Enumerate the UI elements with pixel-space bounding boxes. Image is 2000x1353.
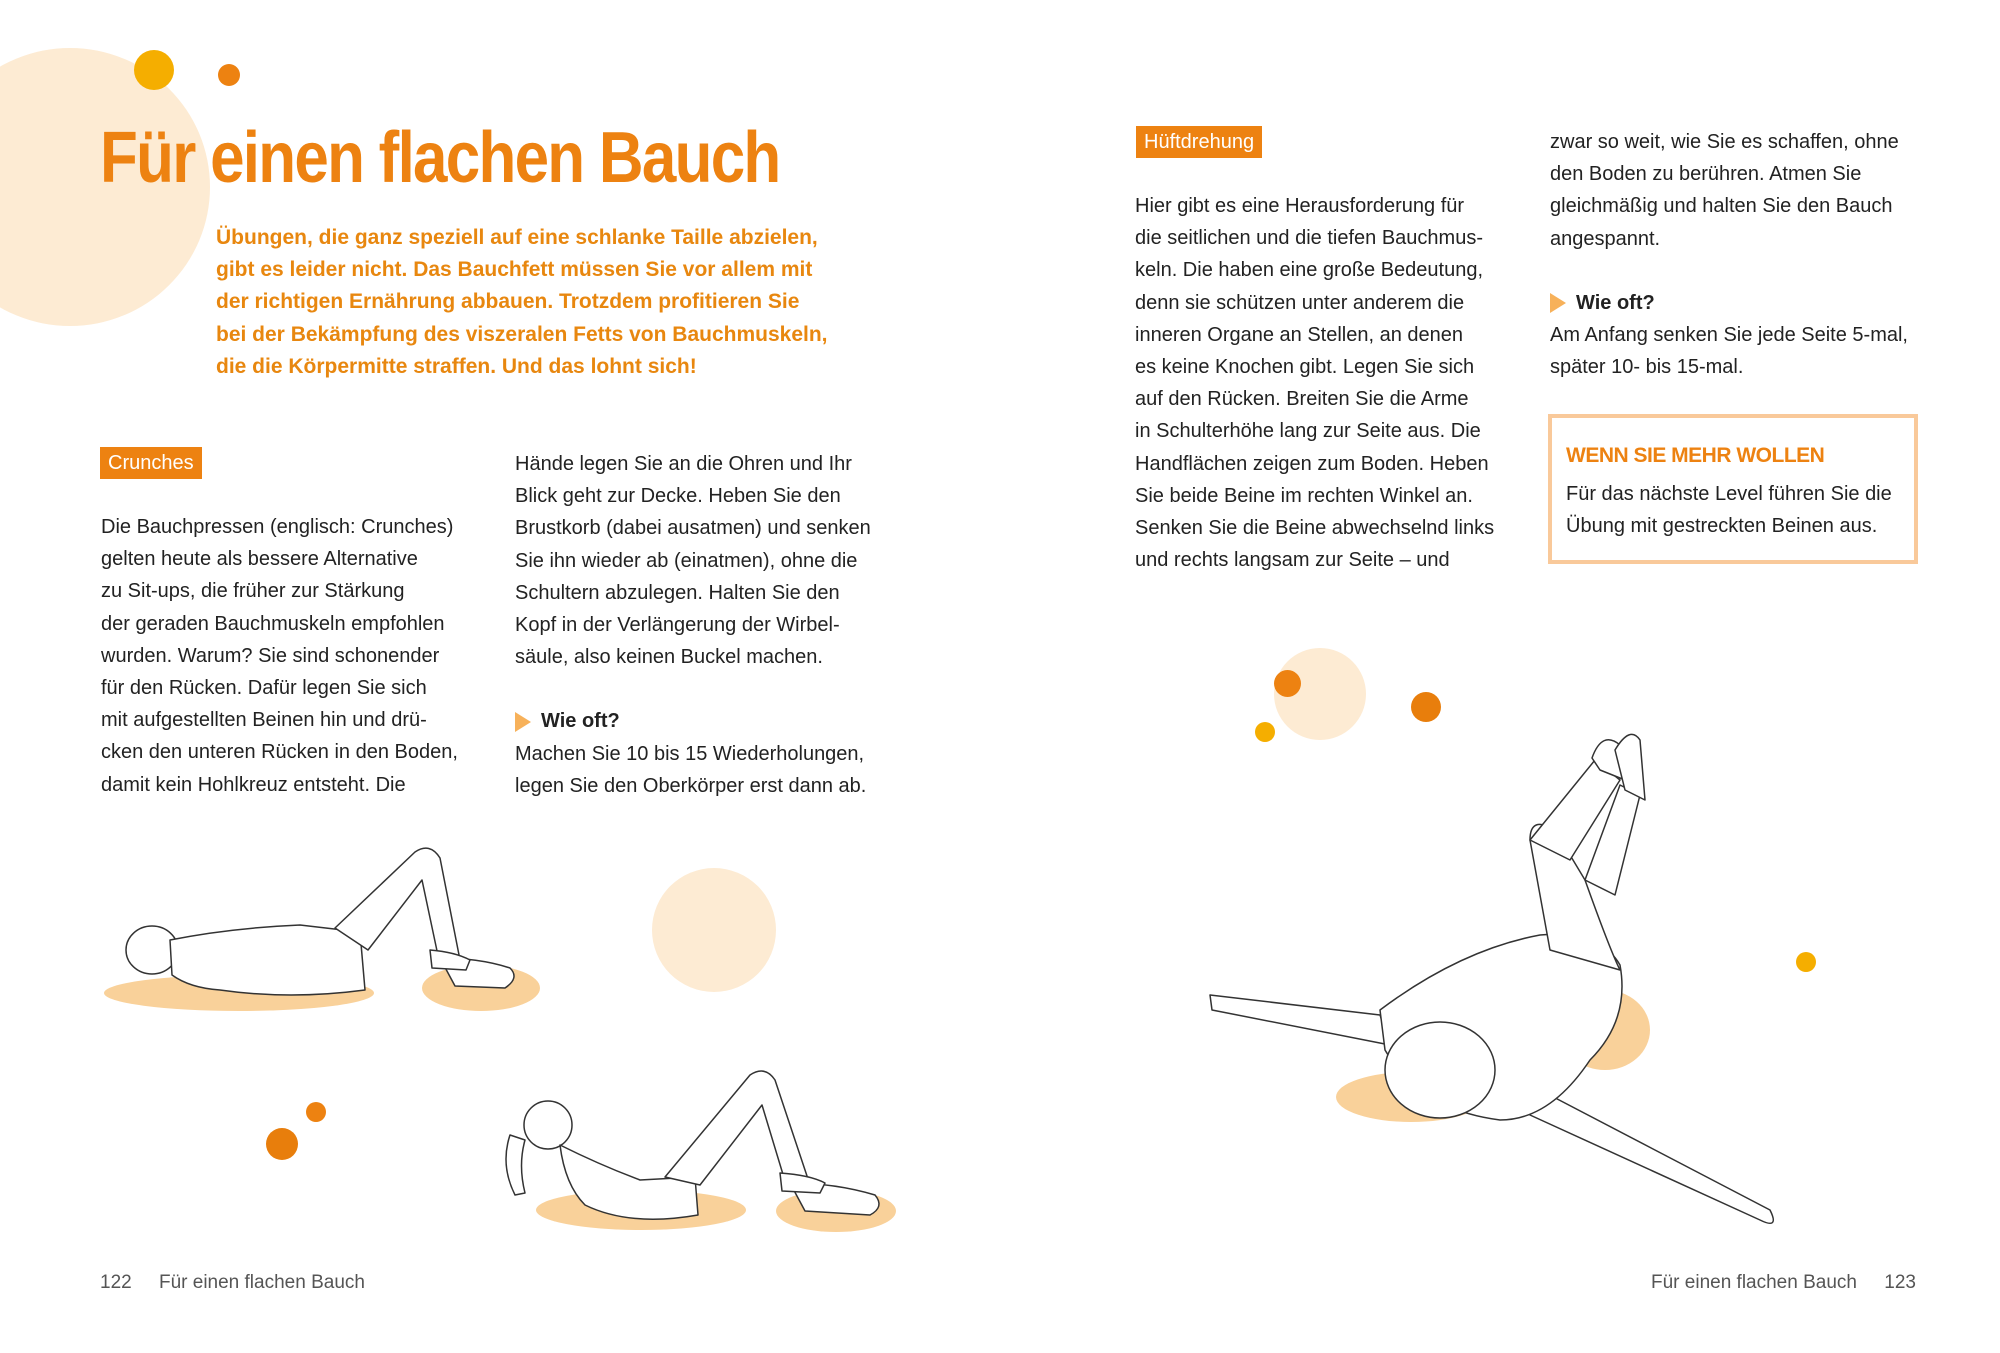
body-line: den Boden zu berühren. Atmen Sie (1550, 163, 1862, 186)
running-title: Für einen flachen Bauch (1651, 1272, 1857, 1293)
body-line: Handflächen zeigen zum Boden. Heben (1135, 452, 1489, 475)
body-line: Am Anfang senken Sie jede Seite 5-mal, (1550, 324, 1908, 347)
crunches-column-1 (101, 511, 458, 801)
footer-left (100, 1272, 365, 1294)
tip-box-title: WENN SIE MEHR WOLLEN (1566, 444, 1825, 467)
body-line: Blick geht zur Decke. Heben Sie den (515, 485, 841, 508)
body-line: Für das nächste Level führen Sie die (1566, 483, 1892, 505)
body-line: denn sie schützen unter anderem die (1135, 291, 1465, 314)
body-line: säule, also keinen Buckel machen. (515, 646, 823, 669)
body-line: Übung mit gestreckten Beinen aus. (1566, 515, 1878, 538)
section-tag-hueftdrehung: Hüftdrehung (1136, 126, 1262, 158)
body-line: angespannt. (1550, 227, 1661, 250)
body-line: cken den unteren Rücken in den Boden, (101, 741, 458, 764)
body-line: Sie ihn wieder ab (einatmen), ohne die (515, 549, 858, 572)
body-line: und rechts langsam zur Seite – und (1135, 549, 1450, 572)
body-line: gelten heute als bessere Alternative (101, 548, 418, 571)
body-line: auf den Rücken. Breiten Sie die Arme (1135, 388, 1469, 411)
spacer (1550, 255, 1908, 287)
body-line: später 10- bis 15-mal. (1550, 356, 1744, 379)
body-line: in Schulterhöhe lang zur Seite aus. Die (1135, 420, 1481, 443)
lead-line: Übungen, die ganz speziell auf eine schlanke Taille abzielen, (216, 226, 818, 249)
body-line: inneren Organe an Stellen, an denen (1135, 323, 1464, 346)
decor-dot (134, 50, 174, 90)
body-line: wurden. Warum? Sie sind schonender (101, 644, 440, 667)
decor-dot (306, 1102, 326, 1122)
body-line: zu Sit-ups, die früher zur Stärkung (101, 580, 405, 603)
footer-right (1651, 1272, 1916, 1294)
lead-line: bei der Bekämpfung des viszeralen Fetts von Bauchmuskeln, (216, 322, 828, 346)
lead-line: der richtigen Ernährung abbauen. Trotzdem profitieren Sie (216, 290, 800, 314)
body-line: gleichmäßig und halten Sie den Bauch (1550, 195, 1893, 218)
wie-oft-label: Wie oft? (1576, 291, 1655, 314)
hueftdrehung-column-1 (1135, 190, 1494, 576)
page-number: 122 (100, 1272, 132, 1293)
decor-dot (266, 1128, 298, 1160)
body-line: Sie beide Beine im rechten Winkel an. (1135, 484, 1473, 507)
crunch-up-figure (490, 1065, 910, 1230)
section-tag-crunches: Crunches (100, 447, 202, 479)
body-line: zwar so weit, wie Sie es schaffen, ohne (1550, 131, 1899, 153)
page-title: Für einen flachen Bauch (100, 118, 780, 198)
body-line: Die Bauchpressen (englisch: Crunches) (101, 516, 454, 538)
wie-oft-heading (1550, 287, 1908, 319)
body-line: Senken Sie die Beine abwechselnd links (1135, 517, 1495, 540)
page-number: 123 (1884, 1272, 1916, 1293)
lead-line: gibt es leider nicht. Das Bauchfett müssen Sie vor allem mit (216, 258, 813, 282)
tip-box-text (1566, 478, 1900, 542)
body-line: für den Rücken. Dafür legen Sie sich (101, 677, 427, 700)
hueftdrehung-column-2 (1550, 126, 1908, 383)
body-line: Schultern abzulegen. Halten Sie den (515, 581, 840, 604)
spacer (515, 673, 871, 705)
body-line: keln. Die haben eine große Bedeutung, (1135, 259, 1484, 282)
intro-lead (216, 222, 896, 383)
crunches-column-2 (515, 448, 871, 802)
decor-dot (1274, 670, 1301, 697)
wie-oft-label: Wie oft? (541, 710, 620, 733)
crunch-start-figure (110, 840, 550, 1010)
body-line: legen Sie den Oberkörper erst dann ab. (515, 774, 867, 797)
body-line: die seitlichen und die tiefen Bauchmus- (1135, 227, 1483, 250)
body-line: damit kein Hohlkreuz entsteht. Die (101, 773, 406, 796)
decor-dot (218, 64, 240, 86)
body-line: der geraden Bauchmuskeln empfohlen (101, 612, 445, 635)
triangle-bullet-icon (515, 712, 531, 732)
body-line: Hände legen Sie an die Ohren und Ihr (515, 453, 852, 475)
wie-oft-heading (515, 705, 871, 737)
body-line: Brustkorb (dabei ausatmen) und senken (515, 517, 871, 540)
decor-dot (1411, 692, 1441, 722)
running-title: Für einen flachen Bauch (158, 1272, 365, 1293)
body-line: Kopf in der Verlängerung der Wirbel- (515, 614, 840, 637)
decor-circle (652, 868, 776, 992)
hip-rotation-figure (1200, 720, 1840, 1240)
body-line: Hier gibt es eine Herausforderung für (1135, 195, 1465, 217)
body-line: Machen Sie 10 bis 15 Wiederholungen, (515, 742, 865, 765)
triangle-bullet-icon (1550, 293, 1566, 313)
tip-box (1548, 414, 1918, 564)
body-line: mit aufgestellten Beinen hin und drü- (101, 709, 427, 732)
body-line: es keine Knochen gibt. Legen Sie sich (1135, 356, 1475, 379)
lead-line: die die Körpermitte straffen. Und das lohnt sich! (216, 354, 697, 378)
